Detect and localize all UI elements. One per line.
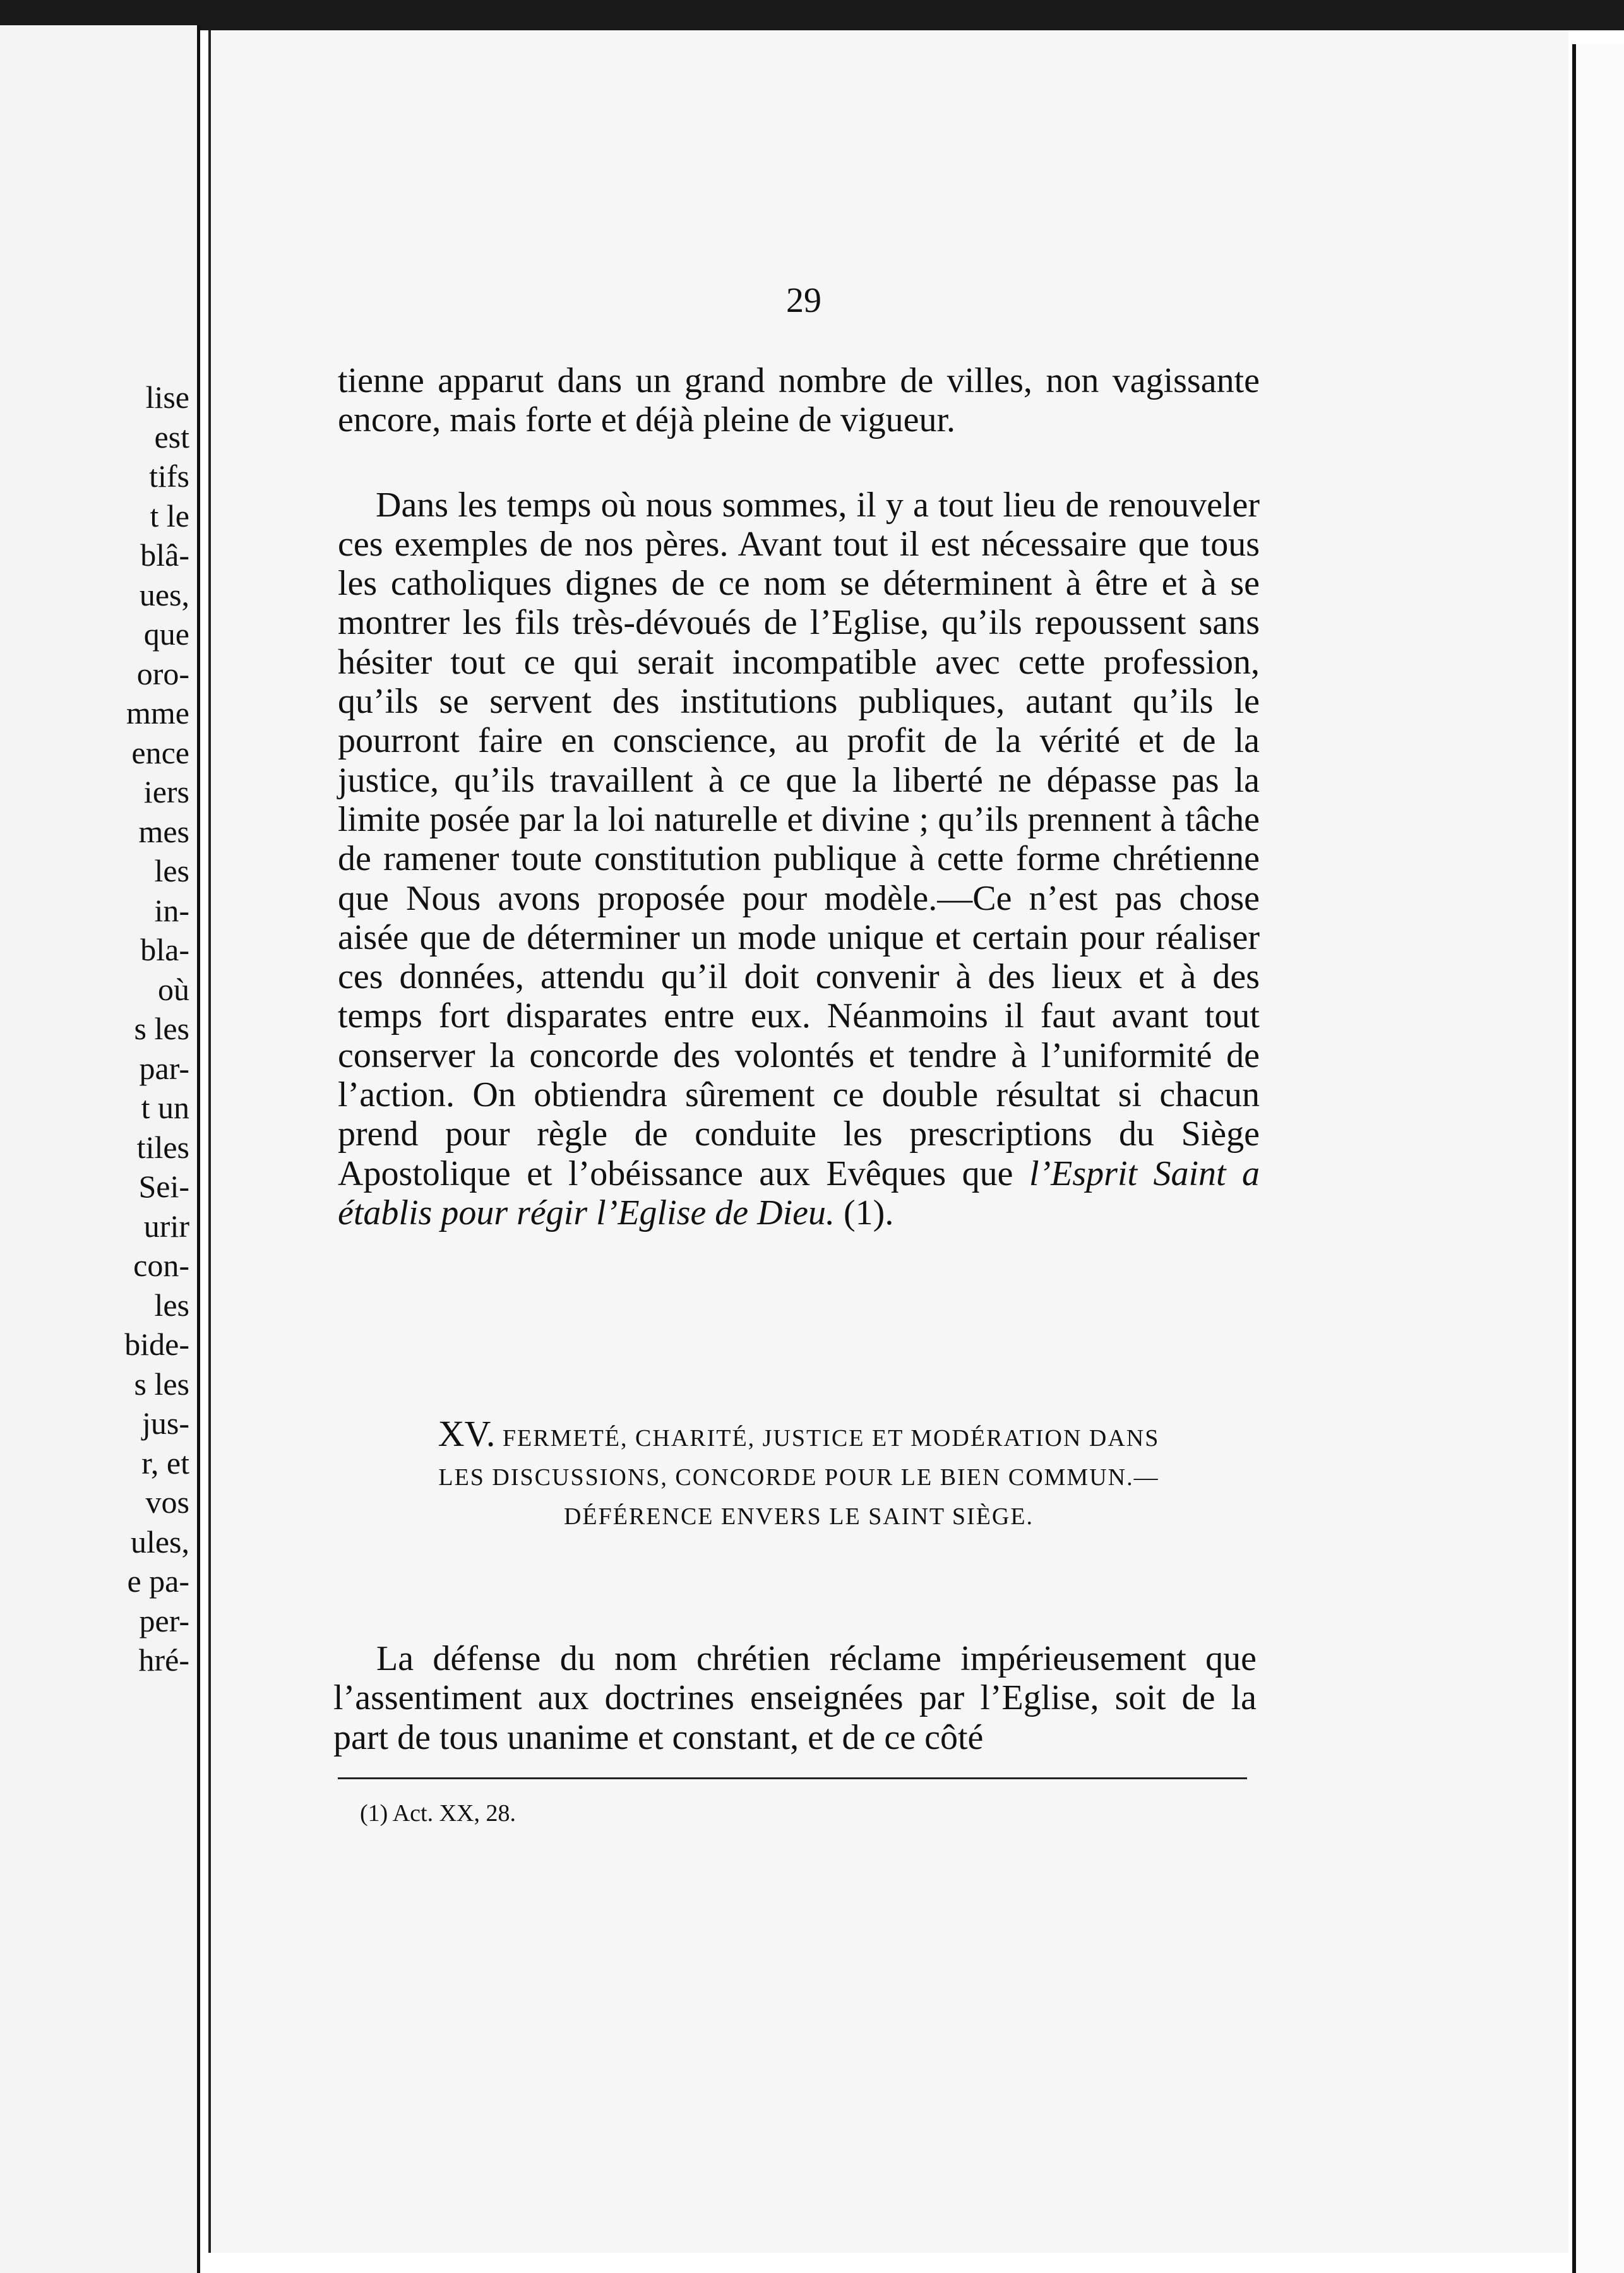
- left-page-fragment: mme: [126, 695, 189, 731]
- section-heading: [338, 1414, 1260, 1536]
- left-page-fragment: t un: [141, 1090, 189, 1125]
- section-numeral: XV.: [438, 1413, 496, 1454]
- section-title-line-2: LES DISCUSSIONS, CONCORDE POUR LE BIEN COMMUN.—: [438, 1464, 1159, 1491]
- left-page-fragment: vos: [145, 1484, 189, 1520]
- footnote-ref: (1).: [835, 1193, 894, 1232]
- left-page-fragment: urir: [143, 1208, 189, 1244]
- left-page-fragment: tifs: [149, 458, 189, 494]
- left-facing-page: [0, 25, 200, 2273]
- page-number: 29: [786, 281, 821, 320]
- main-paragraph-text: Dans les temps où nous sommes, il y a tout lieu de renouveler ces exemples de nos pères. Avant tout il est nécessaire que tous les catholiques dignes de ce nom se déterminent à être et à se montrer les fils très-dévoués de l’Eglise, qu’ils repoussent sans hésiter tout ce qui serait incompatible avec cette profession, qu’ils se servent des institutions publiques, autant qu’ils le pourront faire en conscience, au profit de la vérité et de la justice, qu’ils travaillent à ce que la liberté ne dépasse pas la limite posée par la loi naturelle et divine ; qu’ils prennent à tâche de ramener toute constitution publique à cette forme chrétienne que Nous avons proposée pour modèle.—Ce n’est pas chose aisée que de déterminer un mode unique et certain pour réaliser ces données, attendu qu’il doit convenir à des lieux et à des temps fort disparates entre eux. Néanmoins il faut avant tout conserver la concorde des volontés et tendre à l’uniformité de l’action. On obtiendra sûrement ce double résultat si chacun prend pour règle de conduite les prescriptions du Siège Apostolique et l’obéissance aux Evêques que: [338, 485, 1260, 1193]
- right-page-edge: [1572, 44, 1624, 2273]
- left-page-fragment: ence: [131, 734, 189, 770]
- section-title-line-1: FERMETÉ, CHARITÉ, JUSTICE ET MODÉRATION DANS: [502, 1425, 1160, 1452]
- footnote: (1) Act. XX, 28.: [360, 1800, 516, 1827]
- closing-paragraph: La défense du nom chrétien réclame impérieusement que l’assentiment aux doctrines enseignées par l’Eglise, soit de la part de tous unanime et constant, et de ce côté: [333, 1639, 1257, 1757]
- left-page-fragment: où: [158, 971, 189, 1007]
- main-paragraph: [338, 486, 1260, 1233]
- left-page-fragment: bla-: [140, 932, 189, 967]
- left-page-fragment: par-: [139, 1050, 189, 1086]
- left-page-fragment: ues,: [139, 576, 189, 612]
- left-page-fragment: e pa-: [127, 1563, 189, 1599]
- left-page-fragment: les: [154, 853, 189, 888]
- left-page-fragment: ules,: [130, 1524, 189, 1560]
- left-page-fragment: s les: [134, 1366, 189, 1402]
- left-page-fragment: que: [143, 616, 189, 652]
- left-page-fragment: tiles: [136, 1129, 189, 1165]
- left-page-fragment: oro-: [136, 655, 189, 691]
- left-page-fragment: bide-: [124, 1327, 189, 1362]
- left-page-fragment: con-: [133, 1248, 189, 1283]
- left-page-fragment: hré-: [138, 1642, 189, 1678]
- left-page-fragment: per-: [139, 1602, 189, 1638]
- section-title-line-3: DÉFÉRENCE ENVERS LE SAINT SIÈGE.: [563, 1503, 1034, 1530]
- main-paragraph-italic: l’Esprit Saint a établis pour régir l’Eglise de Dieu.: [338, 1154, 1260, 1232]
- left-page-fragment: in-: [154, 892, 189, 928]
- left-page-fragment: t le: [150, 498, 189, 534]
- body-text: [338, 361, 1260, 1232]
- scan-top-border: [0, 0, 1624, 30]
- left-page-fragment: jus-: [142, 1405, 189, 1441]
- left-page-fragment: blâ-: [140, 537, 189, 573]
- left-page-fragment: s les: [134, 1011, 189, 1046]
- left-page-fragment: lise: [145, 379, 189, 415]
- left-page-fragment: est: [154, 419, 189, 455]
- left-page-fragment: mes: [138, 813, 189, 849]
- footnote-divider: [338, 1777, 1247, 1779]
- left-page-fragment: r, et: [141, 1445, 189, 1481]
- left-page-fragment: les: [154, 1287, 189, 1323]
- left-page-fragment: iers: [143, 774, 189, 809]
- top-paragraph: tienne apparut dans un grand nombre de villes, non vagissante encore, mais forte et déjà pleine de vigueur.: [338, 361, 1260, 440]
- left-page-fragment: Sei-: [138, 1169, 189, 1204]
